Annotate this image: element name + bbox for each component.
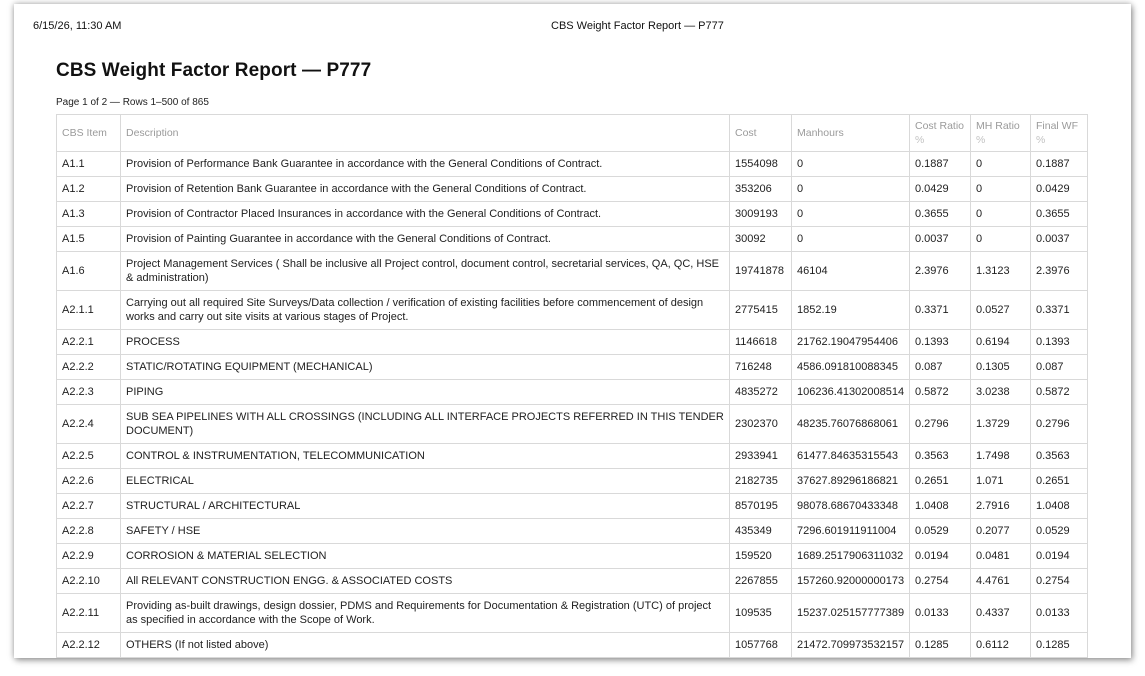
cell-cbs-item: A2.2.3 [57, 380, 121, 405]
cell-cost: 2775415 [730, 291, 792, 330]
table-row [57, 405, 1088, 444]
cell-final-wf: 0.1393 [1031, 330, 1088, 355]
cell-final-wf: 0.3655 [1031, 202, 1088, 227]
cell-cost-ratio: 0.0529 [910, 519, 971, 544]
cell-mh-ratio: 0.2077 [971, 519, 1031, 544]
cell-cbs-item: A2.2.4 [57, 405, 121, 444]
cell-cost: 2267855 [730, 569, 792, 594]
cell-mh-ratio: 0.4337 [971, 594, 1031, 633]
cell-manhours: 7296.601911911004 [792, 519, 910, 544]
cell-description: Project Management Services ( Shall be inclusive all Project control, document control, secretarial services, QA, QC, HSE & administration) [121, 252, 730, 291]
cell-mh-ratio: 0 [971, 227, 1031, 252]
table-row [57, 444, 1088, 469]
cell-cost-ratio: 0.3371 [910, 291, 971, 330]
cell-description: PIPING [121, 380, 730, 405]
cell-cost-ratio: 0.5872 [910, 380, 971, 405]
cell-final-wf: 0.2651 [1031, 469, 1088, 494]
cell-manhours: 37627.89296186821 [792, 469, 910, 494]
cell-cbs-item: A1.2 [57, 177, 121, 202]
weight-factor-table [56, 114, 1088, 658]
cell-cbs-item: A2.2.8 [57, 519, 121, 544]
cell-cbs-item: A2.2.2 [57, 355, 121, 380]
cell-cost-ratio: 0.1887 [910, 152, 971, 177]
table-row [57, 494, 1088, 519]
cell-description: Provision of Retention Bank Guarantee in accordance with the General Conditions of Contract. [121, 177, 730, 202]
cell-manhours: 0 [792, 202, 910, 227]
cell-final-wf: 0.0037 [1031, 227, 1088, 252]
cell-mh-ratio: 0 [971, 152, 1031, 177]
table-row [57, 177, 1088, 202]
cell-cost-ratio: 0.0429 [910, 177, 971, 202]
cell-cbs-item: A2.2.11 [57, 594, 121, 633]
table-row [57, 519, 1088, 544]
cell-cbs-item: A1.3 [57, 202, 121, 227]
cell-final-wf: 0.3371 [1031, 291, 1088, 330]
cell-manhours: 0 [792, 227, 910, 252]
cell-manhours: 1689.2517906311032 [792, 544, 910, 569]
print-datetime: 6/15/26, 11:30 AM [33, 20, 122, 32]
cell-cost: 353206 [730, 177, 792, 202]
cell-mh-ratio: 0.6112 [971, 633, 1031, 658]
cell-cbs-item: A2.1.1 [57, 291, 121, 330]
cell-final-wf: 0.2796 [1031, 405, 1088, 444]
cell-cost-ratio: 2.3976 [910, 252, 971, 291]
cell-mh-ratio: 1.071 [971, 469, 1031, 494]
table-row [57, 469, 1088, 494]
cell-description: Provision of Painting Guarantee in accordance with the General Conditions of Contract. [121, 227, 730, 252]
cell-final-wf: 1.0408 [1031, 494, 1088, 519]
cell-description: SAFETY / HSE [121, 519, 730, 544]
cell-description: CONTROL & INSTRUMENTATION, TELECOMMUNICATION [121, 444, 730, 469]
cell-cost: 8570195 [730, 494, 792, 519]
col-header-mh-ratio: MH Ratio % [971, 115, 1031, 152]
cell-mh-ratio: 4.4761 [971, 569, 1031, 594]
cell-cost: 30092 [730, 227, 792, 252]
cell-cost: 2933941 [730, 444, 792, 469]
cell-cost-ratio: 0.2651 [910, 469, 971, 494]
cell-manhours: 0 [792, 177, 910, 202]
cell-mh-ratio: 0 [971, 202, 1031, 227]
table-row [57, 152, 1088, 177]
cell-cbs-item: A2.2.9 [57, 544, 121, 569]
col-header-final-wf: Final WF % [1031, 115, 1088, 152]
cell-mh-ratio: 0.1305 [971, 355, 1031, 380]
cell-final-wf: 0.0529 [1031, 519, 1088, 544]
table-row [57, 594, 1088, 633]
cell-mh-ratio: 0.0481 [971, 544, 1031, 569]
cell-description: CORROSION & MATERIAL SELECTION [121, 544, 730, 569]
cell-cost-ratio: 0.1285 [910, 633, 971, 658]
table-row [57, 569, 1088, 594]
cell-cost: 109535 [730, 594, 792, 633]
cell-cost: 1554098 [730, 152, 792, 177]
cell-cost: 2302370 [730, 405, 792, 444]
cell-mh-ratio: 3.0238 [971, 380, 1031, 405]
cell-cost-ratio: 0.0194 [910, 544, 971, 569]
cell-final-wf: 0.087 [1031, 355, 1088, 380]
cell-cost-ratio: 0.1393 [910, 330, 971, 355]
col-header-description: Description [121, 115, 730, 152]
col-header-cost: Cost [730, 115, 792, 152]
table-row [57, 202, 1088, 227]
cell-final-wf: 0.0133 [1031, 594, 1088, 633]
cell-cbs-item: A2.2.6 [57, 469, 121, 494]
cell-description: OTHERS (If not listed above) [121, 633, 730, 658]
table-body [57, 152, 1088, 658]
cell-cbs-item: A1.1 [57, 152, 121, 177]
cell-cbs-item: A2.2.12 [57, 633, 121, 658]
cell-cost: 2182735 [730, 469, 792, 494]
cell-cost-ratio: 0.0133 [910, 594, 971, 633]
cell-manhours: 48235.76076868061 [792, 405, 910, 444]
cell-final-wf: 0.5872 [1031, 380, 1088, 405]
cell-mh-ratio: 0 [971, 177, 1031, 202]
table-container [56, 114, 1088, 651]
cell-cost: 4835272 [730, 380, 792, 405]
table-row [57, 330, 1088, 355]
cell-cost-ratio: 1.0408 [910, 494, 971, 519]
cell-description: PROCESS [121, 330, 730, 355]
table-row [57, 291, 1088, 330]
cell-final-wf: 0.3563 [1031, 444, 1088, 469]
cell-mh-ratio: 1.7498 [971, 444, 1031, 469]
cell-description: STATIC/ROTATING EQUIPMENT (MECHANICAL) [121, 355, 730, 380]
cell-manhours: 0 [792, 152, 910, 177]
cell-manhours: 1852.19 [792, 291, 910, 330]
cell-cost: 159520 [730, 544, 792, 569]
cell-cost-ratio: 0.3563 [910, 444, 971, 469]
cell-cbs-item: A1.5 [57, 227, 121, 252]
cell-manhours: 4586.091810088345 [792, 355, 910, 380]
cell-description: Provision of Performance Bank Guarantee in accordance with the General Conditions of Contract. [121, 152, 730, 177]
cell-cbs-item: A2.2.5 [57, 444, 121, 469]
cell-mh-ratio: 2.7916 [971, 494, 1031, 519]
cell-cost: 716248 [730, 355, 792, 380]
table-row [57, 380, 1088, 405]
table-row [57, 227, 1088, 252]
cell-final-wf: 0.2754 [1031, 569, 1088, 594]
cell-cbs-item: A2.2.7 [57, 494, 121, 519]
cell-description: All RELEVANT CONSTRUCTION ENGG. & ASSOCIATED COSTS [121, 569, 730, 594]
cell-manhours: 21472.709973532157 [792, 633, 910, 658]
cell-description: Providing as-built drawings, design dossier, PDMS and Requirements for Documentation & Registration (UTC) of project as specified in accordance with the Scope of Work. [121, 594, 730, 633]
cell-cost-ratio: 0.0037 [910, 227, 971, 252]
cell-final-wf: 2.3976 [1031, 252, 1088, 291]
cell-mh-ratio: 1.3729 [971, 405, 1031, 444]
cell-manhours: 106236.41302008514 [792, 380, 910, 405]
col-header-manhours: Manhours [792, 115, 910, 152]
cell-cbs-item: A2.2.1 [57, 330, 121, 355]
table-row [57, 544, 1088, 569]
cell-manhours: 46104 [792, 252, 910, 291]
cell-cost: 3009193 [730, 202, 792, 227]
cell-cbs-item: A2.2.10 [57, 569, 121, 594]
cell-description: Carrying out all required Site Surveys/Data collection / verification of existing facilities before commencement of design works and carry out site visits at various stages of Project. [121, 291, 730, 330]
col-header-cost-ratio: Cost Ratio % [910, 115, 971, 152]
report-title: CBS Weight Factor Report — P777 [56, 60, 372, 81]
cell-description: ELECTRICAL [121, 469, 730, 494]
cell-cbs-item: A1.6 [57, 252, 121, 291]
col-header-cbs-item: CBS Item [57, 115, 121, 152]
cell-cost-ratio: 0.2796 [910, 405, 971, 444]
cell-cost-ratio: 0.087 [910, 355, 971, 380]
cell-cost: 435349 [730, 519, 792, 544]
cell-description: SUB SEA PIPELINES WITH ALL CROSSINGS (INCLUDING ALL INTERFACE PROJECTS REFERRED IN THIS TENDER DOCUMENT) [121, 405, 730, 444]
cell-cost-ratio: 0.2754 [910, 569, 971, 594]
cell-manhours: 15237.025157777389 [792, 594, 910, 633]
cell-cost: 1057768 [730, 633, 792, 658]
cell-manhours: 61477.84635315543 [792, 444, 910, 469]
cell-manhours: 157260.92000000173 [792, 569, 910, 594]
cell-description: STRUCTURAL / ARCHITECTURAL [121, 494, 730, 519]
cell-final-wf: 0.0429 [1031, 177, 1088, 202]
cell-manhours: 21762.19047954406 [792, 330, 910, 355]
cell-mh-ratio: 0.0527 [971, 291, 1031, 330]
table-row [57, 633, 1088, 658]
page-info: Page 1 of 2 — Rows 1–500 of 865 [56, 97, 209, 108]
cell-mh-ratio: 1.3123 [971, 252, 1031, 291]
cell-final-wf: 0.0194 [1031, 544, 1088, 569]
cell-final-wf: 0.1887 [1031, 152, 1088, 177]
cell-cost-ratio: 0.3655 [910, 202, 971, 227]
cell-mh-ratio: 0.6194 [971, 330, 1031, 355]
table-row [57, 355, 1088, 380]
cell-manhours: 98078.68670433348 [792, 494, 910, 519]
cell-description: Provision of Contractor Placed Insurances in accordance with the General Conditions of Contract. [121, 202, 730, 227]
report-page [14, 4, 1131, 658]
cell-cost: 19741878 [730, 252, 792, 291]
header-row [57, 115, 1088, 152]
print-document-title: CBS Weight Factor Report — P777 [551, 20, 724, 32]
cell-final-wf: 0.1285 [1031, 633, 1088, 658]
table-row [57, 252, 1088, 291]
cell-cost: 1146618 [730, 330, 792, 355]
